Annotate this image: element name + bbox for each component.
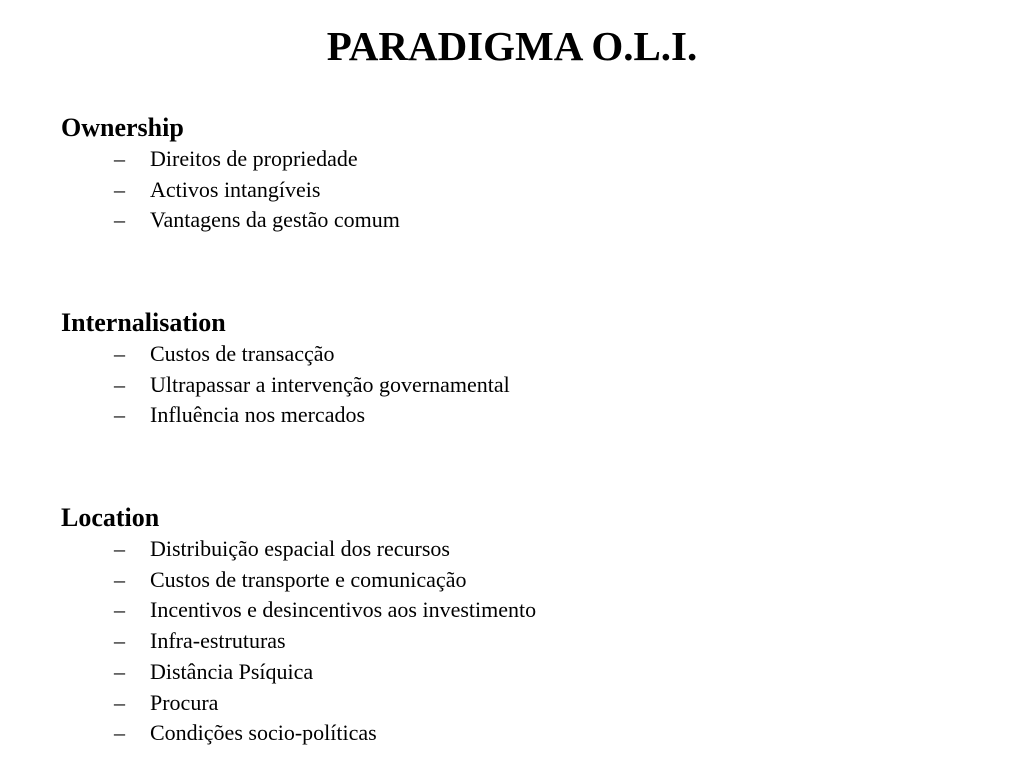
dash-bullet: –: [114, 207, 125, 233]
bullet-text: Condições socio-políticas: [150, 720, 377, 746]
bullet-item: [61, 175, 961, 206]
bullet-text: Incentivos e desincentivos aos investimento: [150, 597, 537, 623]
slide-title: PARADIGMA O.L.I.: [326, 23, 698, 69]
dash-bullet: –: [114, 597, 125, 623]
bullet-item: [61, 205, 961, 236]
bullet-text: Infra-estruturas: [150, 628, 286, 654]
section-ownership: [61, 113, 961, 236]
dash-bullet: –: [114, 371, 125, 397]
dash-bullet: –: [114, 536, 125, 561]
bullet-text: Distribuição espacial dos recursos: [150, 536, 450, 561]
section-internalisation: [61, 308, 961, 431]
bullet-item: [61, 144, 961, 175]
bullet-text: Influência nos mercados: [150, 402, 366, 428]
bullet-list: [61, 339, 961, 431]
bullet-text: Direitos de propriedade: [150, 146, 358, 171]
dash-bullet: –: [114, 402, 125, 428]
section-heading: Ownership: [61, 113, 184, 142]
dash-bullet: –: [114, 628, 125, 654]
bullet-item: [61, 400, 961, 431]
bullet-list: [61, 534, 961, 749]
dash-bullet: –: [114, 689, 125, 715]
bullet-item: [61, 688, 961, 719]
bullet-text: Custos de transacção: [150, 341, 335, 366]
bullet-text: Ultrapassar a intervenção governamental: [150, 371, 510, 397]
bullet-item: [61, 657, 961, 688]
bullet-text: Procura: [150, 689, 219, 715]
bullet-text: Custos de transporte e comunicação: [150, 566, 467, 592]
section-heading: Location: [61, 503, 160, 532]
dash-bullet: –: [114, 146, 125, 171]
bullet-item: [61, 626, 961, 657]
bullet-list: [61, 144, 961, 236]
bullet-text: Vantagens da gestão comum: [150, 207, 400, 233]
dash-bullet: –: [114, 341, 125, 366]
section-location: [61, 503, 961, 749]
dash-bullet: –: [114, 566, 125, 592]
bullet-item: [61, 339, 961, 370]
dash-bullet: –: [114, 720, 125, 746]
bullet-item: [61, 534, 961, 565]
dash-bullet: –: [114, 658, 125, 684]
dash-bullet: –: [114, 176, 125, 202]
bullet-text: Distância Psíquica: [150, 658, 314, 684]
section-heading: Internalisation: [61, 308, 226, 337]
bullet-item: [61, 565, 961, 596]
bullet-text: Activos intangíveis: [150, 176, 321, 202]
bullet-item: [61, 718, 961, 749]
bullet-item: [61, 370, 961, 401]
bullet-item: [61, 595, 961, 626]
